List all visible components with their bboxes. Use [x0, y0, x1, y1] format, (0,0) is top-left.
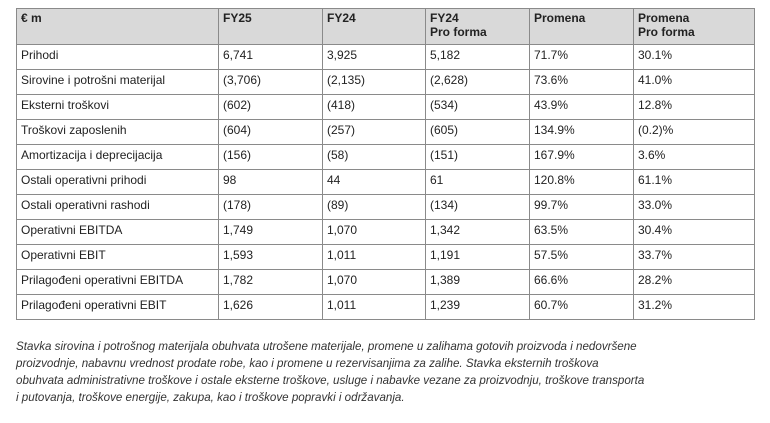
promena-pro-forma-value: 3.6% [634, 145, 755, 170]
fy24-value: (257) [323, 120, 426, 145]
footnote [16, 338, 756, 406]
table-row [17, 195, 755, 220]
fy25-value: 1,626 [219, 295, 323, 320]
footnote-line: i putovanja, troškove energije, zakupa, kao i troškove popravki i održavanja. [16, 391, 405, 404]
table-row [17, 245, 755, 270]
promena-value: 167.9% [530, 145, 634, 170]
header-promena: Promena [530, 9, 634, 45]
fy24-value: (418) [323, 95, 426, 120]
promena-pro-forma-value: 31.2% [634, 295, 755, 320]
header-fy24-pro-forma: FY24 Pro forma [426, 9, 530, 45]
fy24-value: 1,011 [323, 295, 426, 320]
promena-value: 99.7% [530, 195, 634, 220]
fy24-value: 1,011 [323, 245, 426, 270]
promena-value: 134.9% [530, 120, 634, 145]
table-row [17, 270, 755, 295]
fy25-value: 1,782 [219, 270, 323, 295]
table-row [17, 70, 755, 95]
row-label: Operativni EBITDA [17, 220, 219, 245]
promena-pro-forma-value: 12.8% [634, 95, 755, 120]
promena-value: 63.5% [530, 220, 634, 245]
fy24-value: 1,070 [323, 220, 426, 245]
fy24-value: (58) [323, 145, 426, 170]
table-row [17, 220, 755, 245]
promena-pro-forma-value: (0.2)% [634, 120, 755, 145]
promena-value: 60.7% [530, 295, 634, 320]
fy25-value: (604) [219, 120, 323, 145]
fy24-pro-forma-value: (134) [426, 195, 530, 220]
header-label: € m [17, 9, 219, 45]
row-label: Ostali operativni rashodi [17, 195, 219, 220]
fy25-value: 6,741 [219, 45, 323, 70]
table-row [17, 45, 755, 70]
fy24-pro-forma-value: 1,239 [426, 295, 530, 320]
header-fy25: FY25 [219, 9, 323, 45]
row-label: Ostali operativni prihodi [17, 170, 219, 195]
fy24-pro-forma-value: (151) [426, 145, 530, 170]
promena-pro-forma-value: 30.4% [634, 220, 755, 245]
fy24-pro-forma-value: 1,191 [426, 245, 530, 270]
fy24-pro-forma-value: (534) [426, 95, 530, 120]
fy24-pro-forma-value: 61 [426, 170, 530, 195]
fy25-value: 1,593 [219, 245, 323, 270]
row-label: Operativni EBIT [17, 245, 219, 270]
table-row [17, 120, 755, 145]
promena-pro-forma-value: 28.2% [634, 270, 755, 295]
footnote-line: Stavka sirovina i potrošnog materijala obuhvata utrošene materijale, promene u zalihama gotovih proizvoda i nedovršene [16, 340, 637, 353]
table-row [17, 95, 755, 120]
fy25-value: (3,706) [219, 70, 323, 95]
row-label: Prilagođeni operativni EBITDA [17, 270, 219, 295]
fy24-pro-forma-value: 1,342 [426, 220, 530, 245]
promena-pro-forma-value: 30.1% [634, 45, 755, 70]
table-row [17, 170, 755, 195]
promena-pro-forma-value: 61.1% [634, 170, 755, 195]
promena-pro-forma-value: 41.0% [634, 70, 755, 95]
table-header-row [17, 9, 755, 45]
row-label: Prilagođeni operativni EBIT [17, 295, 219, 320]
fy25-value: (156) [219, 145, 323, 170]
row-label: Sirovine i potrošni materijal [17, 70, 219, 95]
fy24-pro-forma-value: 1,389 [426, 270, 530, 295]
fy24-value: 3,925 [323, 45, 426, 70]
promena-value: 57.5% [530, 245, 634, 270]
fy24-pro-forma-value: 5,182 [426, 45, 530, 70]
fy24-value: (89) [323, 195, 426, 220]
header-fy24: FY24 [323, 9, 426, 45]
row-label: Eksterni troškovi [17, 95, 219, 120]
header-promena-pro-forma: Promena Pro forma [634, 9, 755, 45]
fy25-value: (602) [219, 95, 323, 120]
fy24-value: (2,135) [323, 70, 426, 95]
promena-pro-forma-value: 33.7% [634, 245, 755, 270]
promena-value: 66.6% [530, 270, 634, 295]
financial-table [16, 8, 755, 320]
fy25-value: 98 [219, 170, 323, 195]
footnote-line: proizvodnje, nabavnu vrednost prodate robe, kao i promene u rezervisanjima za zalihe. Stavka eksternih troškova [16, 357, 599, 370]
fy25-value: (178) [219, 195, 323, 220]
row-label: Troškovi zaposlenih [17, 120, 219, 145]
row-label: Prihodi [17, 45, 219, 70]
fy25-value: 1,749 [219, 220, 323, 245]
fy24-pro-forma-value: (605) [426, 120, 530, 145]
table-row [17, 295, 755, 320]
promena-value: 71.7% [530, 45, 634, 70]
promena-value: 43.9% [530, 95, 634, 120]
fy24-pro-forma-value: (2,628) [426, 70, 530, 95]
promena-value: 120.8% [530, 170, 634, 195]
promena-value: 73.6% [530, 70, 634, 95]
promena-pro-forma-value: 33.0% [634, 195, 755, 220]
table-row [17, 145, 755, 170]
fy24-value: 1,070 [323, 270, 426, 295]
financial-table-container [16, 8, 754, 320]
fy24-value: 44 [323, 170, 426, 195]
footnote-line: obuhvata administrativne troškove i ostale eksterne troškove, usluge i nabavke vezane za proizvodnju, troškove transporta [16, 374, 645, 387]
row-label: Amortizacija i deprecijacija [17, 145, 219, 170]
